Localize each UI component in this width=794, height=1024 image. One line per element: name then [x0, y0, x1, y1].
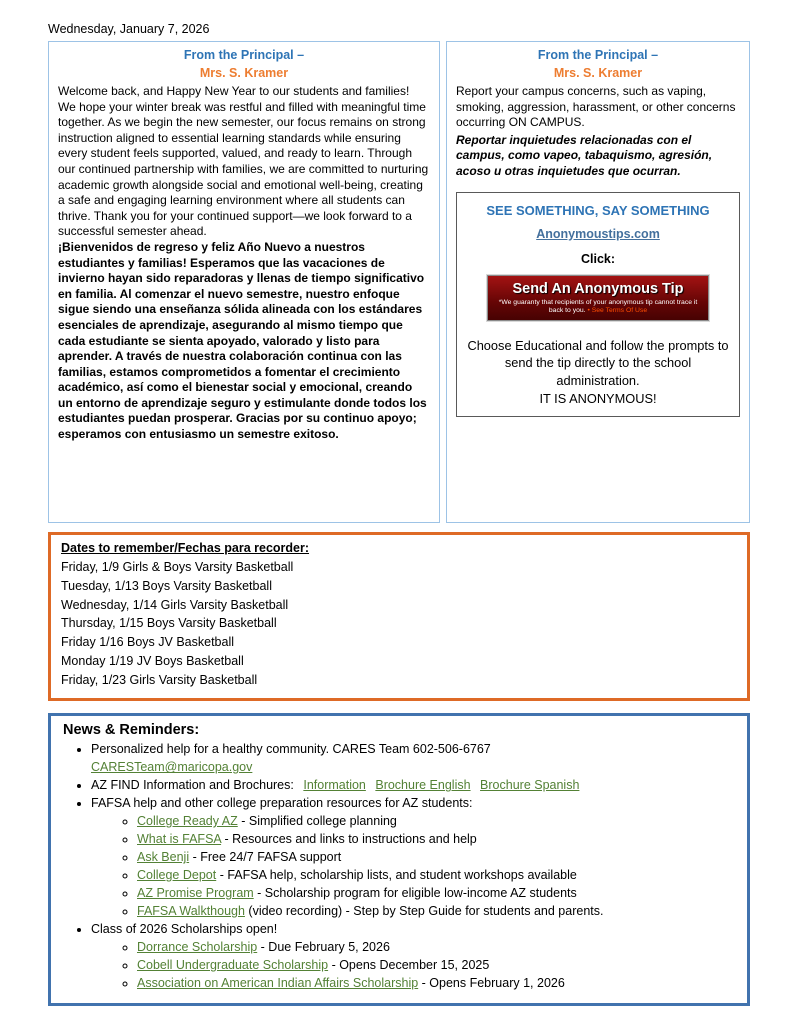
scholarship-list	[91, 938, 735, 992]
principal-heading-line1: From the Principal –	[183, 48, 305, 62]
scholarship-item	[137, 956, 735, 974]
resource-link[interactable]: FAFSA Walkthough	[137, 904, 245, 919]
see-something-headline: SEE SOMETHING, SAY SOMETHING	[486, 202, 710, 218]
resource-link[interactable]: College Ready AZ	[137, 814, 238, 829]
resource-link[interactable]: AZ Promise Program	[137, 886, 254, 901]
campus-concerns-english: Report your campus concerns, such as vaping, smoking, aggression, harassment, or other concerns occurring ON CAMPUS.	[456, 84, 736, 130]
resource-link[interactable]: College Depot	[137, 868, 217, 883]
azfind-information-link[interactable]: Information	[303, 778, 366, 793]
resource-link[interactable]: Ask Benji	[137, 850, 190, 865]
anonymous-tip-panel	[456, 192, 740, 417]
scholarship-item	[137, 938, 735, 956]
news-item-azfind	[91, 776, 735, 794]
fafsa-resource-item	[137, 884, 735, 902]
news-item-scholarships	[91, 920, 735, 992]
news-item-cares	[91, 740, 735, 776]
azfind-brochure-english-link[interactable]: Brochure English	[375, 778, 471, 793]
campus-concerns-spanish: Reportar inquietudes relacionadas con el campus, como vapeo, tabaquismo, agresión, acoso u otras inquietudes que ocurran.	[456, 132, 713, 178]
date-item: Wednesday, 1/14 Girls Varsity Basketball	[61, 597, 289, 612]
campus-concerns-heading-line1: From the Principal –	[537, 48, 659, 62]
resource-description: - Opens February 1, 2026	[418, 976, 565, 991]
resource-description: - FAFSA help, scholarship lists, and student workshops available	[216, 868, 577, 883]
tip-instructions: Choose Educational and follow the prompts to send the tip directly to the school administration.	[467, 338, 729, 388]
date-item: Monday 1/19 JV Boys Basketball	[61, 653, 244, 668]
date-item: Friday 1/16 Boys JV Basketball	[61, 635, 234, 649]
cares-text: Personalized help for a healthy community. CARES Team 602-506-6767	[91, 742, 491, 757]
resource-link[interactable]: Cobell Undergraduate Scholarship	[137, 958, 329, 973]
dates-to-remember-box	[48, 532, 750, 701]
principal-message-spanish: ¡Bienvenidos de regreso y feliz Año Nuevo a nuestros estudiantes y familias! Esperamos que las vacaciones de invierno hayan sido reparadoras y llenas de tiempo significativo en familia. Al comenzar el nuevo semestre, nuestro enfoque sigue siendo una enseñanza sólida alineada con los estándares esenciales de aprendizaje, asegurando al mismo tiempo que cada estudiante se sienta apoyado, valorado y listo para aprender. A través de nuestra colaboración continua con las familias, estamos comprometidos a fomentar el crecimiento académico, así como el bienestar social y emocional, creando un entorno de aprendizaje seguro y estimulante donde todos los estudiantes puedan prosperar. Gracias por su continuo apoyo; esperamos con entusiasmo un semestre exitoso.	[58, 239, 427, 442]
dates-title: Dates to remember/Fechas para recorder:	[61, 541, 310, 555]
date-item: Tuesday, 1/13 Boys Varsity Basketball	[61, 578, 272, 593]
resource-link[interactable]: Dorrance Scholarship	[137, 940, 258, 955]
azfind-text: AZ FIND Information and Brochures:	[91, 778, 294, 793]
news-reminders-box	[48, 713, 750, 1006]
fafsa-text: FAFSA help and other college preparation resources for AZ students:	[91, 796, 473, 811]
fafsa-resource-item	[137, 866, 735, 884]
tip-button-terms-link[interactable]: • See Terms Of Use	[587, 307, 648, 315]
tip-anonymous-note: IT IS ANONYMOUS!	[539, 391, 657, 407]
principal-heading-line2: Mrs. S. Kramer	[199, 65, 289, 80]
resource-description: - Resources and links to instructions and help	[221, 832, 477, 847]
fafsa-resource-list	[91, 812, 735, 920]
tip-button-subtext	[494, 299, 702, 317]
fafsa-resource-item	[137, 812, 735, 830]
fafsa-resource-item	[137, 848, 735, 866]
newsletter-date: Wednesday, January 7, 2026	[48, 22, 210, 36]
scholarship-item	[137, 974, 735, 992]
azfind-brochure-spanish-link[interactable]: Brochure Spanish	[480, 778, 580, 793]
resource-description: - Free 24/7 FAFSA support	[189, 850, 342, 865]
anonymoustips-link[interactable]: Anonymoustips.com	[536, 226, 660, 241]
send-anonymous-tip-button[interactable]	[487, 275, 709, 322]
resource-description: - Scholarship program for eligible low-income AZ students	[253, 886, 577, 901]
resource-description: - Simplified college planning	[237, 814, 397, 829]
resource-description: - Due February 5, 2026	[257, 940, 390, 955]
campus-concerns-heading	[456, 47, 740, 82]
fafsa-resource-item	[137, 830, 735, 848]
date-item: Friday, 1/23 Girls Varsity Basketball	[61, 672, 258, 687]
resource-link[interactable]: What is FAFSA	[137, 832, 222, 847]
resource-link[interactable]: Association on American Indian Affairs Scholarship	[137, 976, 419, 991]
scholarships-text: Class of 2026 Scholarships open!	[91, 922, 278, 937]
tip-button-guaranty-text: *We guaranty that recipients of your anonymous tip cannot trace it back to you.	[498, 298, 698, 315]
date-item: Thursday, 1/15 Boys Varsity Basketball	[61, 616, 277, 631]
principal-columns	[48, 41, 750, 523]
fafsa-resource-item	[137, 902, 735, 920]
principal-heading	[58, 47, 430, 82]
tip-button-title: Send An Anonymous Tip	[512, 280, 684, 297]
news-list	[63, 740, 735, 992]
date-item: Friday, 1/9 Girls & Boys Varsity Basketball	[61, 560, 294, 574]
campus-concerns-box	[446, 41, 750, 523]
cares-email-link[interactable]: CARESTeam@maricopa.gov	[91, 760, 253, 775]
click-label: Click:	[580, 251, 616, 266]
resource-description: (video recording) - Step by Step Guide for students and parents.	[244, 904, 604, 919]
principal-message-box	[48, 41, 440, 523]
news-title: News & Reminders:	[63, 722, 200, 739]
news-item-fafsa	[91, 794, 735, 920]
campus-concerns-heading-line2: Mrs. S. Kramer	[553, 65, 643, 80]
principal-message-english: Welcome back, and Happy New Year to our students and families! We hope your winter break was restful and filled with meaningful time together. As we begin the new semester, our focus remains on strong instruction aligned to essential learning standards while ensuring every student feels supported, valued, and ready to learn. Through our continued partnership with families, we are committed to nurturing academic growth alongside social and emotional well-being, creating a safe and engaging learning environment where all students can thrive. Thank you for your continued support—we look forward to a successful semester ahead.	[58, 84, 429, 239]
resource-description: - Opens December 15, 2025	[328, 958, 490, 973]
